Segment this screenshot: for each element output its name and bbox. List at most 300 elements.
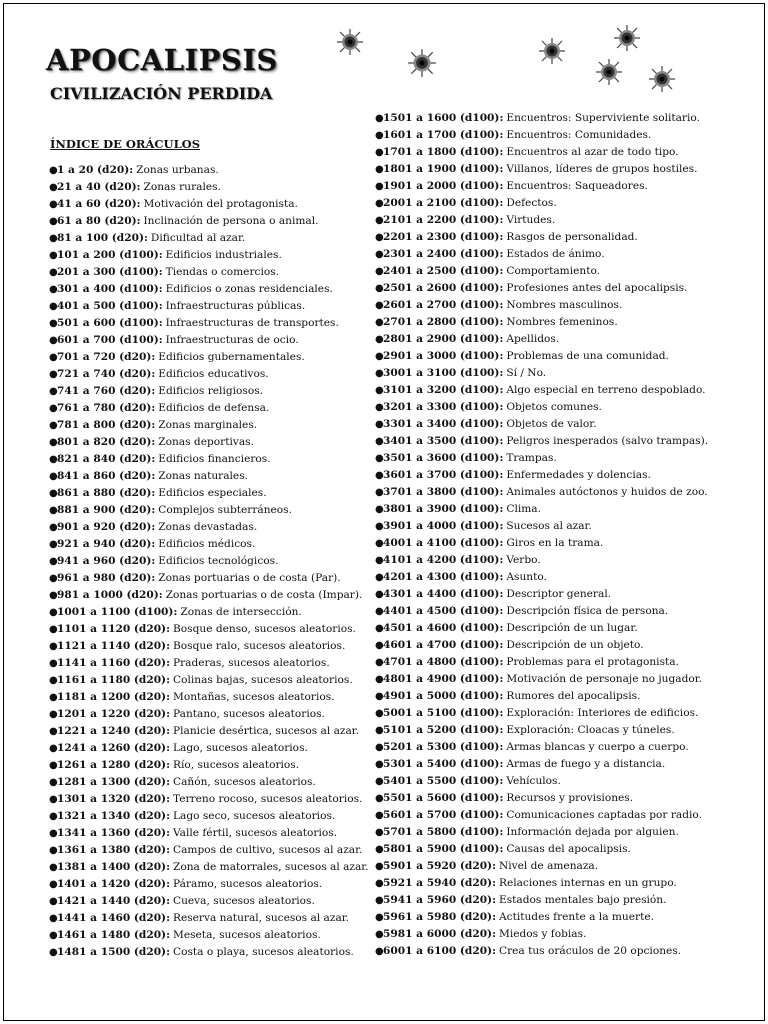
oracle-list-item: [375, 688, 725, 705]
oracle-list-item: [375, 773, 725, 790]
bullet-icon: ●: [375, 198, 384, 209]
oracle-description: Villanos, líderes de grupos hostiles.: [506, 163, 698, 175]
oracle-list-item: [49, 638, 371, 655]
bullet-icon: ●: [375, 946, 384, 957]
oracle-range: 4701 a 4800 (d100):: [383, 656, 504, 668]
oracle-list-item: [49, 655, 371, 672]
oracle-range: 741 a 760 (d20):: [57, 385, 156, 397]
oracle-list-item: [375, 943, 725, 960]
oracle-range: 401 a 500 (d100):: [57, 300, 163, 312]
oracle-list-item: [49, 332, 371, 349]
oracle-description: Descripción de un objeto.: [506, 639, 644, 651]
bullet-icon: ●: [49, 896, 58, 907]
oracle-list-item: [375, 637, 725, 654]
oracle-description: Verbo.: [506, 554, 541, 566]
bullet-icon: ●: [375, 895, 384, 906]
oracle-range: 1441 a 1460 (d20):: [57, 912, 170, 924]
bullet-icon: ●: [49, 675, 58, 686]
bullet-icon: ●: [375, 130, 384, 141]
bullet-icon: ●: [49, 403, 58, 414]
oracle-range: 81 a 100 (d20):: [57, 232, 148, 244]
bullet-hole-icon: [612, 23, 642, 53]
oracle-range: 301 a 400 (d100):: [57, 283, 163, 295]
oracle-description: Estados mentales bajo presión.: [498, 894, 667, 906]
oracle-list-item: [49, 536, 371, 553]
oracle-description: Animales autóctonos y huidos de zoo.: [506, 486, 708, 498]
oracle-list-item: [49, 213, 371, 230]
oracle-list-item: [49, 910, 371, 927]
oracle-description: Encuentros: Saqueadores.: [506, 180, 648, 192]
bullet-icon: ●: [375, 589, 384, 600]
bullet-icon: ●: [375, 793, 384, 804]
bullet-icon: ●: [375, 708, 384, 719]
oracle-description: Infraestructuras de transportes.: [165, 317, 339, 329]
bullet-icon: ●: [49, 743, 58, 754]
oracle-list-item: [49, 162, 371, 179]
oracle-list-item: [49, 876, 371, 893]
oracle-description: Sucesos al azar.: [506, 520, 592, 532]
oracle-range: 1361 a 1380 (d20):: [57, 844, 170, 856]
oracle-range: 1801 a 1900 (d100):: [383, 163, 504, 175]
bullet-icon: ●: [375, 742, 384, 753]
oracle-list-item: [375, 110, 725, 127]
oracle-description: Lago, sucesos aleatorios.: [172, 742, 308, 754]
oracle-list-item: [49, 587, 371, 604]
oracle-list-item: [49, 757, 371, 774]
oracle-range: 201 a 300 (d100):: [57, 266, 163, 278]
bullet-hole-icon: [406, 47, 438, 79]
bullet-icon: ●: [375, 300, 384, 311]
bullet-icon: ●: [49, 590, 58, 601]
oracle-description: Edificios de defensa.: [158, 402, 270, 414]
bullet-icon: ●: [49, 522, 58, 533]
bullet-icon: ●: [49, 573, 58, 584]
oracle-description: Objetos de valor.: [506, 418, 597, 430]
oracle-description: Encuentros al azar de todo tipo.: [506, 146, 679, 158]
oracle-range: 4601 a 4700 (d100):: [383, 639, 504, 651]
bullet-icon: ●: [375, 623, 384, 634]
oracle-description: Enfermedades y dolencias.: [506, 469, 651, 481]
oracle-list-item: [375, 399, 725, 416]
oracle-description: Problemas de una comunidad.: [506, 350, 669, 362]
oracle-description: Edificios financieros.: [158, 453, 271, 465]
oracle-list-item: [49, 315, 371, 332]
bullet-icon: ●: [375, 249, 384, 260]
oracle-description: Actitudes frente a la muerte.: [498, 911, 654, 923]
bullet-icon: ●: [375, 929, 384, 940]
oracle-range: 3401 a 3500 (d100):: [383, 435, 504, 447]
oracle-range: 1501 a 1600 (d100):: [383, 112, 504, 124]
oracle-range: 5101 a 5200 (d100):: [383, 724, 504, 736]
oracle-description: Vehículos.: [506, 775, 561, 787]
oracle-description: Tiendas o comercios.: [165, 266, 280, 278]
oracle-description: Bosque denso, sucesos aleatorios.: [172, 623, 356, 635]
oracle-list-item: [49, 604, 371, 621]
bullet-icon: ●: [375, 181, 384, 192]
bullet-icon: ●: [49, 879, 58, 890]
oracle-description: Dificultad al azar.: [150, 232, 246, 244]
oracle-list-item: [49, 434, 371, 451]
oracle-list-item: [375, 229, 725, 246]
oracle-description: Lago seco, sucesos aleatorios.: [172, 810, 336, 822]
oracle-description: Nombres masculinos.: [506, 299, 623, 311]
oracle-list-item: [375, 467, 725, 484]
oracle-range: 1181 a 1200 (d20):: [57, 691, 170, 703]
bullet-icon: ●: [49, 199, 58, 210]
oracle-range: 3201 a 3300 (d100):: [383, 401, 504, 413]
oracle-description: Praderas, sucesos aleatorios.: [172, 657, 330, 669]
bullet-hole-icon: [537, 36, 567, 66]
oracle-range: 1321 a 1340 (d20):: [57, 810, 170, 822]
oracle-range: 1281 a 1300 (d20):: [57, 776, 170, 788]
bullet-icon: ●: [49, 386, 58, 397]
oracle-range: 4301 a 4400 (d100):: [383, 588, 504, 600]
oracle-range: 4901 a 5000 (d100):: [383, 690, 504, 702]
oracle-list-item: [375, 875, 725, 892]
bullet-icon: ●: [49, 811, 58, 822]
oracle-description: Páramo, sucesos aleatorios.: [172, 878, 323, 890]
bullet-icon: ●: [375, 674, 384, 685]
oracle-range: 5001 a 5100 (d100):: [383, 707, 504, 719]
oracle-range: 3601 a 3700 (d100):: [383, 469, 504, 481]
oracle-range: 841 a 860 (d20):: [57, 470, 156, 482]
oracle-list-item: [375, 382, 725, 399]
index-heading: ÍNDICE DE ORÁCULOS: [50, 137, 200, 151]
oracle-range: 4501 a 4600 (d100):: [383, 622, 504, 634]
oracle-description: Bosque ralo, sucesos aleatorios.: [172, 640, 346, 652]
oracle-list-item: [375, 705, 725, 722]
oracle-list-item: [49, 400, 371, 417]
oracle-description: Zonas rurales.: [143, 181, 221, 193]
oracle-description: Motivación de personaje no jugador.: [506, 673, 703, 685]
oracle-description: Infraestructuras públicas.: [165, 300, 306, 312]
oracle-description: Descripción física de persona.: [506, 605, 669, 617]
bullet-icon: ●: [49, 488, 58, 499]
oracle-list-item: [375, 518, 725, 535]
page-subtitle: CIVILIZACIÓN PERDIDA: [50, 84, 273, 103]
oracle-list-item: [49, 298, 371, 315]
oracle-description: Algo especial en terreno despoblado.: [506, 384, 706, 396]
oracle-description: Armas blancas y cuerpo a cuerpo.: [506, 741, 689, 753]
oracle-list-item: [49, 179, 371, 196]
oracle-description: Virtudes.: [506, 214, 556, 226]
oracle-list-item: [375, 909, 725, 926]
bullet-icon: ●: [49, 947, 58, 958]
oracle-range: 1 a 20 (d20):: [57, 164, 134, 176]
oracle-description: Edificios especiales.: [158, 487, 267, 499]
oracle-range: 801 a 820 (d20):: [57, 436, 156, 448]
oracle-range: 1401 a 1420 (d20):: [57, 878, 170, 890]
oracle-list-item: [375, 246, 725, 263]
oracle-description: Giros en la trama.: [506, 537, 604, 549]
oracle-list-item: [375, 858, 725, 875]
oracle-list-item: [375, 433, 725, 450]
oracle-list-item: [49, 689, 371, 706]
oracle-list-item: [49, 791, 371, 808]
bullet-icon: ●: [49, 641, 58, 652]
oracle-list-item: [375, 756, 725, 773]
oracle-range: 1141 a 1160 (d20):: [57, 657, 170, 669]
bullet-icon: ●: [49, 369, 58, 380]
bullet-icon: ●: [375, 453, 384, 464]
oracle-description: Edificios o zonas residenciales.: [165, 283, 333, 295]
oracle-range: 961 a 980 (d20):: [57, 572, 156, 584]
oracle-list-item: [49, 672, 371, 689]
oracle-list-item: [375, 552, 725, 569]
oracle-list-item: [375, 535, 725, 552]
bullet-icon: ●: [375, 912, 384, 923]
bullet-icon: ●: [49, 845, 58, 856]
oracle-description: Nivel de amenaza.: [498, 860, 599, 872]
bullet-icon: ●: [375, 521, 384, 532]
oracle-range: 5801 a 5900 (d100):: [383, 843, 504, 855]
bullet-icon: ●: [49, 420, 58, 431]
oracle-range: 2601 a 2700 (d100):: [383, 299, 504, 311]
oracle-range: 4001 a 4100 (d100):: [383, 537, 504, 549]
oracle-list-item: [49, 808, 371, 825]
oracle-list-item: [49, 893, 371, 910]
oracle-range: 61 a 80 (d20):: [57, 215, 141, 227]
oracle-range: 761 a 780 (d20):: [57, 402, 156, 414]
oracle-range: 5941 a 5960 (d20):: [383, 894, 496, 906]
bullet-icon: ●: [375, 402, 384, 413]
oracle-description: Sí / No.: [506, 367, 547, 379]
oracle-description: Rumores del apocalipsis.: [506, 690, 641, 702]
oracle-range: 901 a 920 (d20):: [57, 521, 156, 533]
oracle-range: 721 a 740 (d20):: [57, 368, 156, 380]
oracle-range: 501 a 600 (d100):: [57, 317, 163, 329]
oracle-description: Montañas, sucesos aleatorios.: [172, 691, 335, 703]
oracle-range: 821 a 840 (d20):: [57, 453, 156, 465]
oracle-range: 2101 a 2200 (d100):: [383, 214, 504, 226]
oracle-list-item: [49, 502, 371, 519]
oracle-range: 1301 a 1320 (d20):: [57, 793, 170, 805]
oracle-range: 1201 a 1220 (d20):: [57, 708, 170, 720]
oracle-list-item: [375, 892, 725, 909]
oracle-range: 3101 a 3200 (d100):: [383, 384, 504, 396]
oracle-range: 1461 a 1480 (d20):: [57, 929, 170, 941]
oracle-range: 1381 a 1400 (d20):: [57, 861, 170, 873]
bullet-icon: ●: [49, 828, 58, 839]
oracle-description: Planicie desértica, sucesos al azar.: [172, 725, 360, 737]
oracle-list-item: [49, 264, 371, 281]
oracle-description: Terreno rocoso, sucesos aleatorios.: [172, 793, 363, 805]
oracle-list-item: [375, 620, 725, 637]
oracle-description: Zonas de intersección.: [180, 606, 302, 618]
bullet-icon: ●: [375, 215, 384, 226]
oracle-description: Zonas deportivas.: [158, 436, 254, 448]
oracle-list-item: [375, 450, 725, 467]
bullet-icon: ●: [375, 776, 384, 787]
oracle-description: Zona de matorrales, sucesos al azar.: [172, 861, 369, 873]
oracle-range: 1101 a 1120 (d20):: [57, 623, 170, 635]
bullet-icon: ●: [375, 827, 384, 838]
oracle-description: Descriptor general.: [506, 588, 612, 600]
bullet-icon: ●: [375, 385, 384, 396]
bullet-icon: ●: [375, 334, 384, 345]
bullet-icon: ●: [49, 658, 58, 669]
oracle-list-item: [49, 485, 371, 502]
oracle-range: 5601 a 5700 (d100):: [383, 809, 504, 821]
oracle-list-item: [49, 927, 371, 944]
bullet-icon: ●: [49, 760, 58, 771]
oracle-description: Causas del apocalipsis.: [506, 843, 631, 855]
oracle-list-item: [49, 366, 371, 383]
oracle-description: Complejos subterráneos.: [158, 504, 292, 516]
oracle-range: 1261 a 1280 (d20):: [57, 759, 170, 771]
oracle-range: 4201 a 4300 (d100):: [383, 571, 504, 583]
bullet-icon: ●: [375, 725, 384, 736]
oracle-range: 1221 a 1240 (d20):: [57, 725, 170, 737]
bullet-icon: ●: [49, 267, 58, 278]
bullet-icon: ●: [49, 709, 58, 720]
oracle-list-item: [375, 297, 725, 314]
oracle-description: Descripción de un lugar.: [506, 622, 638, 634]
oracle-list-item: [49, 825, 371, 842]
oracle-description: Campos de cultivo, sucesos al azar.: [172, 844, 363, 856]
oracle-list-item: [375, 314, 725, 331]
oracle-description: Costa o playa, sucesos aleatorios.: [172, 946, 354, 958]
oracle-description: Zonas marginales.: [158, 419, 258, 431]
oracle-range: 4801 a 4900 (d100):: [383, 673, 504, 685]
bullet-icon: ●: [375, 572, 384, 583]
bullet-icon: ●: [375, 419, 384, 430]
bullet-hole-icon: [335, 27, 365, 57]
oracle-list-item: [49, 451, 371, 468]
oracle-list-item: [375, 824, 725, 841]
bullet-icon: ●: [49, 794, 58, 805]
oracle-description: Edificios médicos.: [158, 538, 256, 550]
oracle-description: Problemas para el protagonista.: [506, 656, 679, 668]
bullet-icon: ●: [49, 216, 58, 227]
bullet-icon: ●: [375, 878, 384, 889]
oracle-description: Edificios educativos.: [158, 368, 269, 380]
bullet-icon: ●: [49, 352, 58, 363]
oracle-description: Objetos comunes.: [506, 401, 602, 413]
oracle-list-item: [375, 280, 725, 297]
oracle-description: Zonas portuarias o de costa (Par).: [158, 572, 341, 584]
oracle-range: 3901 a 4000 (d100):: [383, 520, 504, 532]
oracle-list-item: [375, 603, 725, 620]
bullet-icon: ●: [49, 454, 58, 465]
oracle-list-item: [49, 842, 371, 859]
oracle-list-item: [375, 212, 725, 229]
bullet-icon: ●: [375, 436, 384, 447]
bullet-icon: ●: [375, 164, 384, 175]
oracle-range: 1701 a 1800 (d100):: [383, 146, 504, 158]
oracle-description: Infraestructuras de ocio.: [165, 334, 299, 346]
oracle-range: 981 a 1000 (d20):: [57, 589, 163, 601]
bullet-icon: ●: [375, 317, 384, 328]
bullet-icon: ●: [49, 182, 58, 193]
bullet-icon: ●: [49, 607, 58, 618]
bullet-icon: ●: [375, 555, 384, 566]
oracle-range: 3301 a 3400 (d100):: [383, 418, 504, 430]
oracle-range: 881 a 900 (d20):: [57, 504, 156, 516]
oracle-range: 2501 a 2600 (d100):: [383, 282, 504, 294]
oracle-description: Edificios gubernamentales.: [158, 351, 305, 363]
oracle-range: 5961 a 5980 (d20):: [383, 911, 496, 923]
oracle-range: 101 a 200 (d100):: [57, 249, 163, 261]
bullet-icon: ●: [49, 165, 58, 176]
oracle-description: Zonas devastadas.: [158, 521, 258, 533]
oracle-range: 3701 a 3800 (d100):: [383, 486, 504, 498]
oracle-description: Armas de fuego y a distancia.: [506, 758, 666, 770]
bullet-icon: ●: [375, 504, 384, 515]
page-title: APOCALIPSIS: [46, 43, 278, 77]
oracle-range: 2701 a 2800 (d100):: [383, 316, 504, 328]
bullet-icon: ●: [375, 810, 384, 821]
oracle-list-left: [49, 162, 371, 961]
oracle-description: Reserva natural, sucesos al azar.: [172, 912, 350, 924]
oracle-range: 861 a 880 (d20):: [57, 487, 156, 499]
oracle-range: 5301 a 5400 (d100):: [383, 758, 504, 770]
oracle-range: 3501 a 3600 (d100):: [383, 452, 504, 464]
bullet-icon: ●: [49, 777, 58, 788]
oracle-range: 3801 a 3900 (d100):: [383, 503, 504, 515]
bullet-icon: ●: [49, 556, 58, 567]
bullet-icon: ●: [49, 301, 58, 312]
bullet-icon: ●: [49, 233, 58, 244]
oracle-list-item: [375, 161, 725, 178]
bullet-icon: ●: [49, 471, 58, 482]
bullet-icon: ●: [49, 539, 58, 550]
oracle-description: Asunto.: [506, 571, 547, 583]
oracle-description: Inclinación de persona o animal.: [143, 215, 319, 227]
oracle-list-item: [375, 569, 725, 586]
oracle-list-item: [375, 484, 725, 501]
oracle-description: Pantano, sucesos aleatorios.: [172, 708, 325, 720]
oracle-list-item: [375, 841, 725, 858]
oracle-range: 1001 a 1100 (d100):: [57, 606, 178, 618]
oracle-list-item: [49, 944, 371, 961]
bullet-icon: ●: [375, 538, 384, 549]
oracle-range: 21 a 40 (d20):: [57, 181, 141, 193]
oracle-list-item: [375, 331, 725, 348]
oracle-list-item: [375, 671, 725, 688]
oracle-range: 1901 a 2000 (d100):: [383, 180, 504, 192]
oracle-list-item: [49, 740, 371, 757]
oracle-description: Zonas naturales.: [158, 470, 248, 482]
oracle-list-item: [375, 195, 725, 212]
oracle-range: 2201 a 2300 (d100):: [383, 231, 504, 243]
oracle-list-item: [375, 263, 725, 280]
oracle-range: 1241 a 1260 (d20):: [57, 742, 170, 754]
oracle-description: Río, sucesos aleatorios.: [172, 759, 300, 771]
oracle-description: Zonas urbanas.: [136, 164, 219, 176]
oracle-range: 921 a 940 (d20):: [57, 538, 156, 550]
oracle-list-item: [375, 586, 725, 603]
bullet-icon: ●: [375, 861, 384, 872]
oracle-list-item: [375, 807, 725, 824]
oracle-list-item: [49, 706, 371, 723]
oracle-list-item: [375, 416, 725, 433]
oracle-range: 5701 a 5800 (d100):: [383, 826, 504, 838]
oracle-list-item: [49, 468, 371, 485]
bullet-icon: ●: [49, 437, 58, 448]
oracle-range: 781 a 800 (d20):: [57, 419, 156, 431]
oracle-description: Rasgos de personalidad.: [506, 231, 638, 243]
oracle-range: 5201 a 5300 (d100):: [383, 741, 504, 753]
oracle-description: Nombres femeninos.: [506, 316, 618, 328]
oracle-range: 1121 a 1140 (d20):: [57, 640, 170, 652]
bullet-icon: ●: [375, 283, 384, 294]
oracle-list-item: [375, 365, 725, 382]
bullet-icon: ●: [49, 692, 58, 703]
oracle-list-item: [49, 570, 371, 587]
bullet-icon: ●: [375, 640, 384, 651]
bullet-icon: ●: [375, 606, 384, 617]
